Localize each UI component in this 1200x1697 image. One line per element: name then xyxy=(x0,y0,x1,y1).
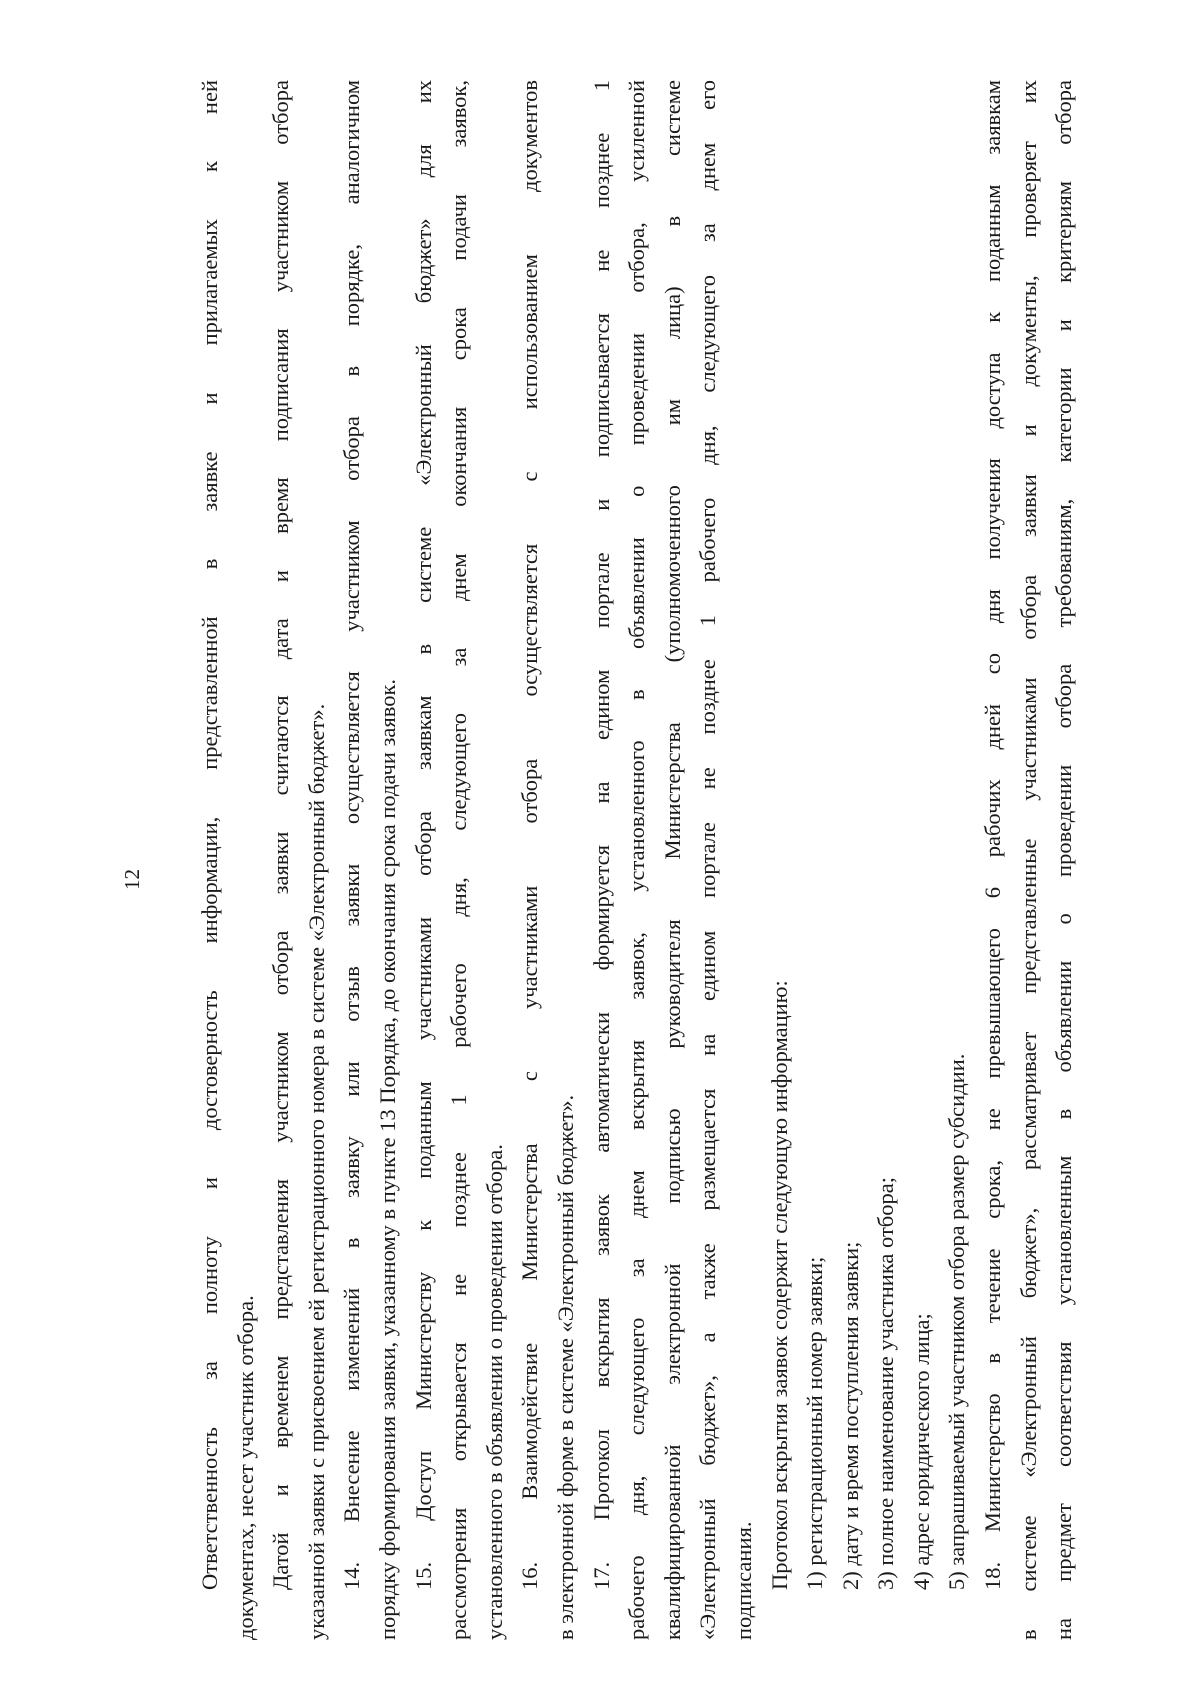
text-line: «Электронный бюджет», а также размещается на едином портале не позднее 1 рабочего дня, следующего за днем его xyxy=(695,80,721,1640)
text-line: 16. Взаимодействие Министерства с участниками отбора осуществляется с использованием документов xyxy=(517,80,543,1590)
text-line: 5) запрашиваемый участником отбора размер субсидии. xyxy=(944,1053,970,1590)
text-line: Ответственность за полноту и достоверность информации, представленной в заявке и прилагаемых к ней xyxy=(197,80,222,1590)
text-line: квалифицированной электронной подписью руководителя Министерства (уполномоченного им лица) в системе xyxy=(659,80,685,1640)
text-line: в электронной форме в системе «Электронный бюджет». xyxy=(552,1094,578,1640)
text-line: указанной заявки с присвоением ей регистрационного номера в системе «Электронный бюджет». xyxy=(303,703,329,1640)
text-line: рабочего дня, следующего за днем вскрытия заявок, установленного в объявлении о проведении отбора, усиленной xyxy=(624,80,650,1640)
text-line: на предмет соответствия установленным в объявлении о проведении отбора требованиям, категории и критериям отбора xyxy=(1051,80,1077,1640)
text-line: 15. Доступ Министерству к поданным участниками отбора заявкам в системе «Электронный бюджет» для их xyxy=(410,80,436,1590)
text-line: рассмотрения открывается не позднее 1 рабочего дня, следующего за днем окончания срока подачи заявок, xyxy=(446,80,472,1640)
text-line: в системе «Электронный бюджет», рассматривает представленные участниками отбора заявки и документы, проверяет их xyxy=(1015,80,1041,1640)
text-line: документах, несет участник отбора. xyxy=(232,1295,258,1640)
text-line: 3) полное наименование участника отбора; xyxy=(873,1177,899,1590)
text-line: Протокол вскрытия заявок содержит следующую информацию: xyxy=(766,980,792,1590)
text-line: 2) дату и время поступления заявки; xyxy=(837,1241,863,1590)
text-line: 17. Протокол вскрытия заявок автоматически формируется на едином портале и подписывается не позднее 1 xyxy=(588,80,614,1590)
text-line: 14. Внесение изменений в заявку или отзыв заявки осуществляется участником отбора в порядке, аналогичном xyxy=(339,80,365,1590)
text-line: 1) регистрационный номер заявки; xyxy=(802,1256,828,1590)
text-line: 4) адрес юридического лица; xyxy=(908,1313,934,1590)
rotated-content xyxy=(110,80,1100,1640)
text-line: порядку формирования заявки, указанному в пункте 13 Порядка, до окончания срока подачи заявок. xyxy=(374,678,400,1640)
text-line: установленного в объявлении о проведении отбора. xyxy=(481,1144,507,1640)
text-line: Датой и временем представления участником отбора заявки считаются дата и время подписания участником отбора xyxy=(268,80,294,1590)
body-text xyxy=(192,80,1082,1640)
page-number: 12 xyxy=(120,869,144,890)
text-line: 18. Министерство в течение срока, не превышающего 6 рабочих дней со дня получения доступа к поданным заявкам xyxy=(980,80,1006,1590)
text-line: подписания. xyxy=(730,1521,756,1640)
